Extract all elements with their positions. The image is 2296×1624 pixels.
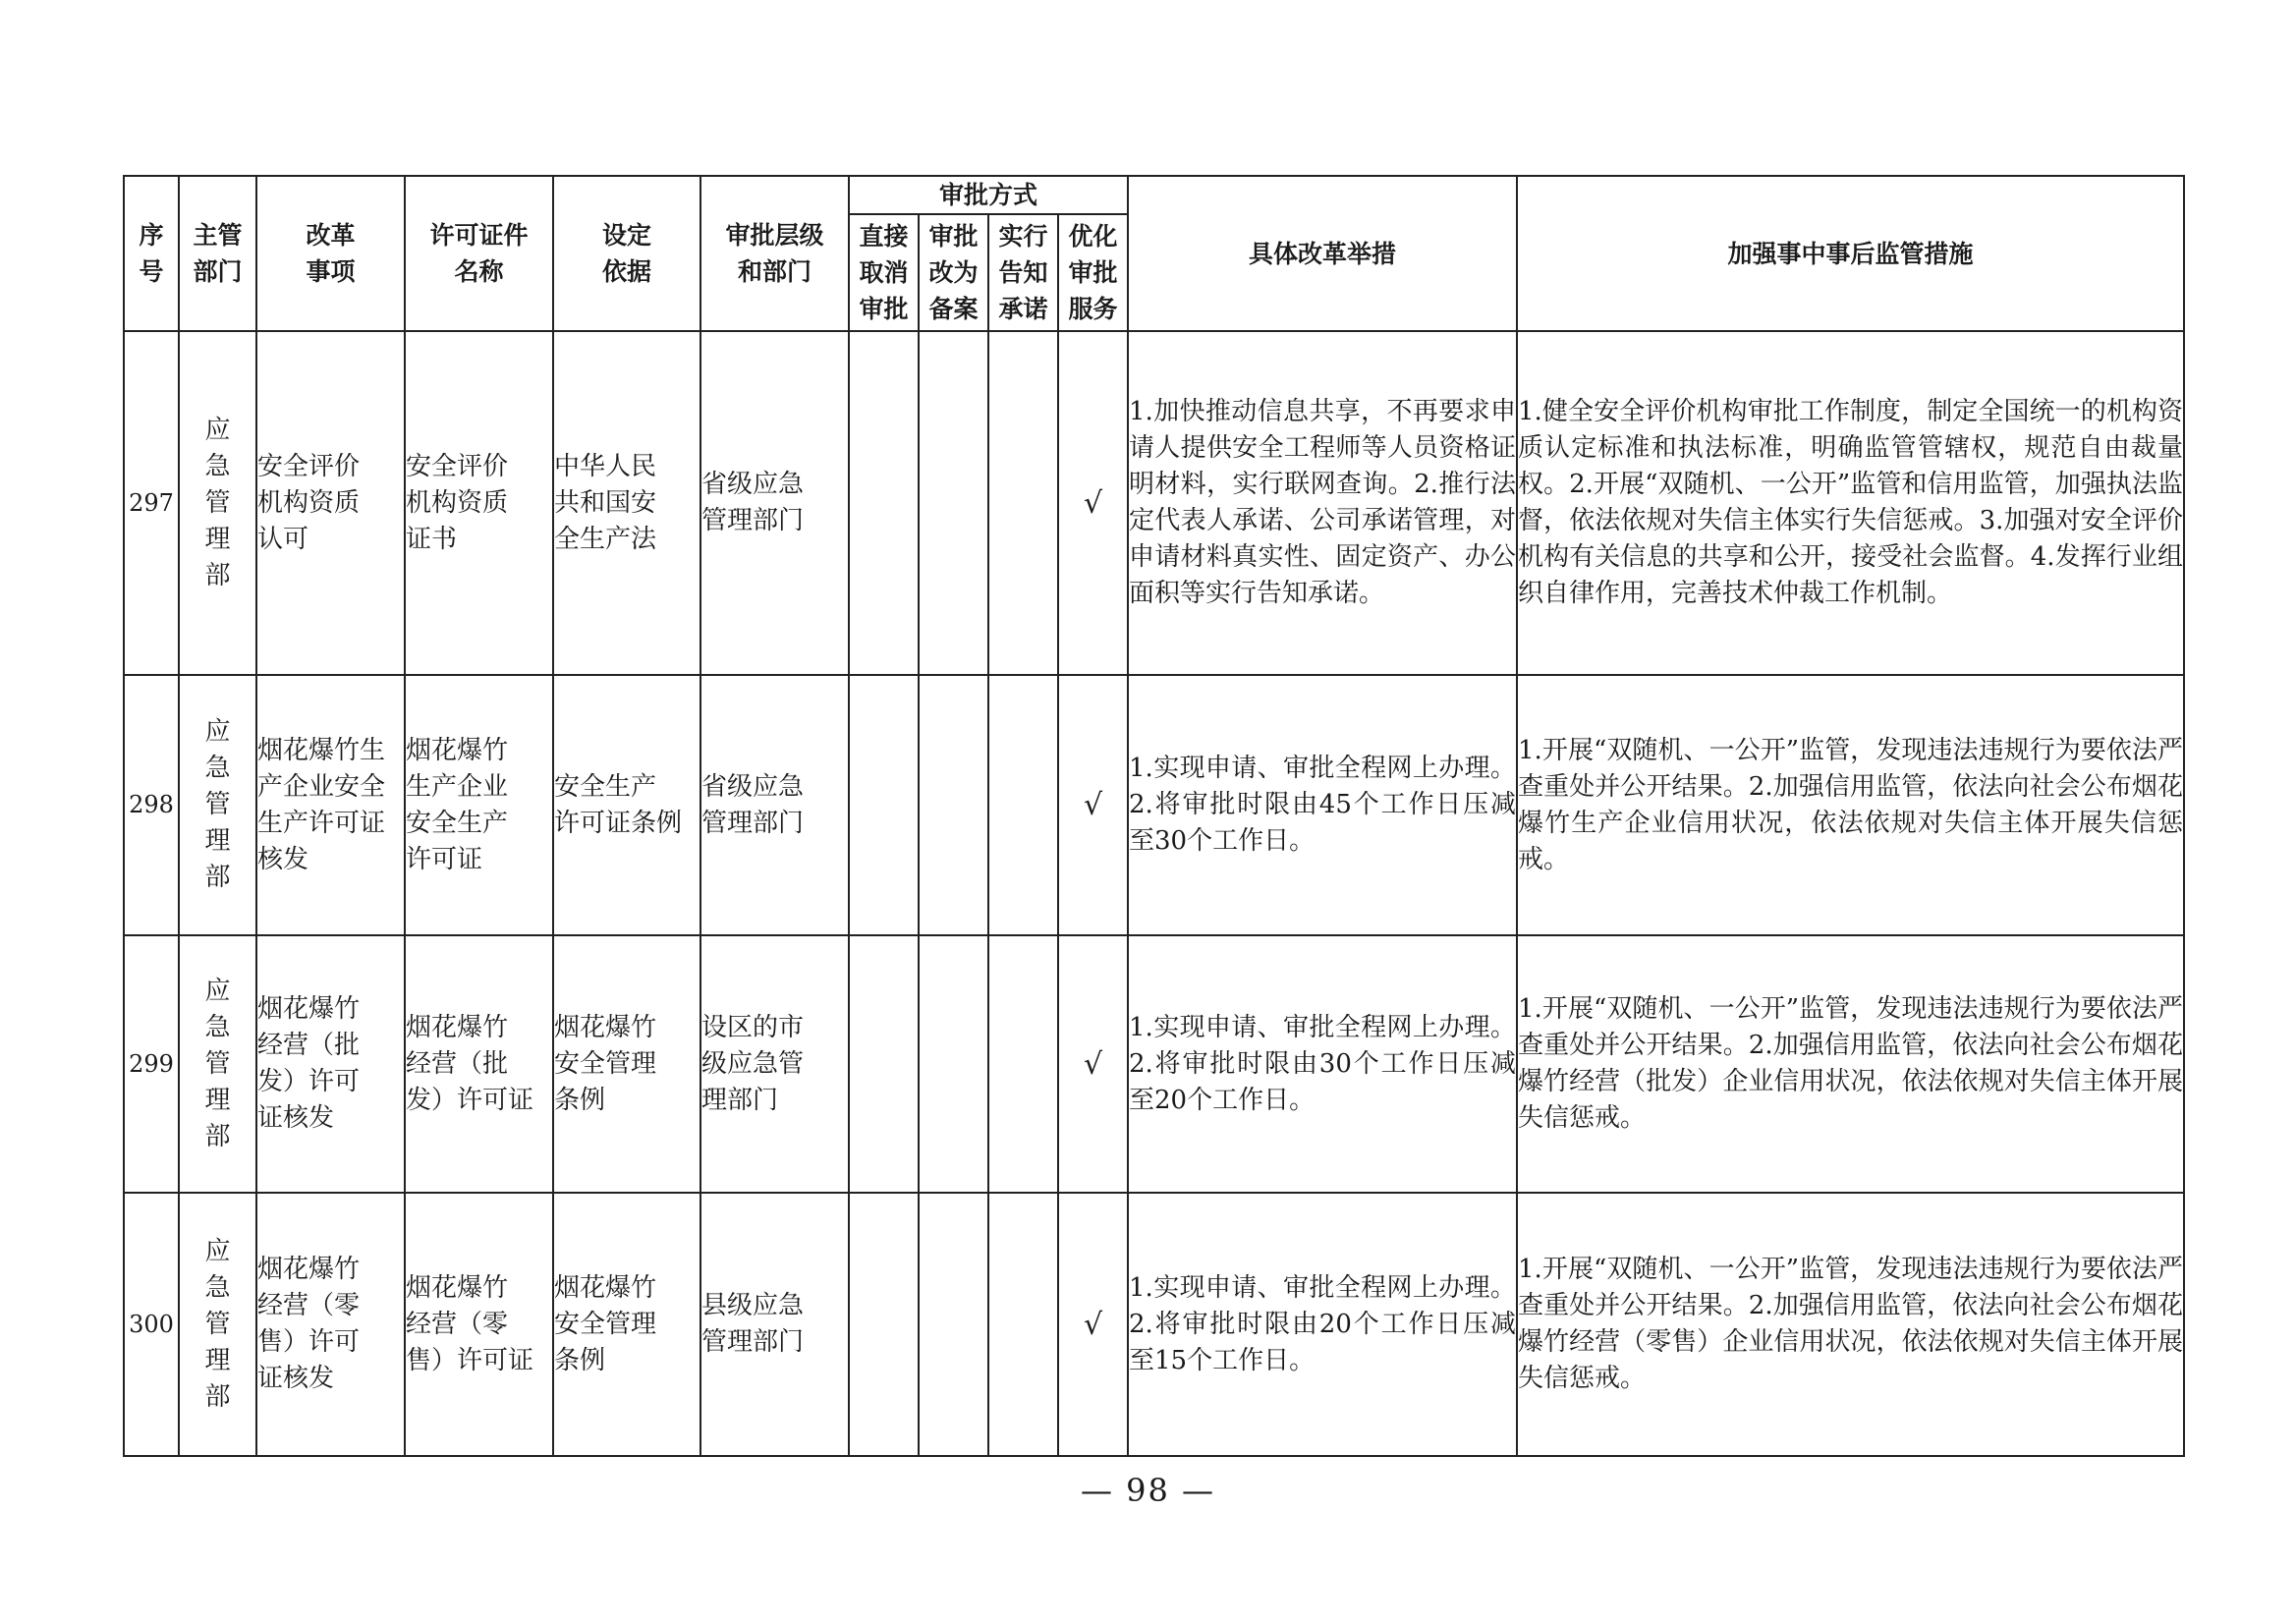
cell-supervision: 1.开展“双随机、一公开”监管，发现违法违规行为要依法严查重处并公开结果。2.加强信用监管，依法向社会公布烟花爆竹生产企业信用状况，依法依规对失信主体开展失信惩戒。 [1517, 675, 2184, 935]
cell-seq: 297 [124, 331, 179, 675]
cell-method-cancel [849, 1193, 919, 1456]
cell-supervision: 1.健全安全评价机构审批工作制度，制定全国统一的机构资质认定标准和执法标准，明确监管管辖权，规范自由裁量权。2.开展“双随机、一公开”监管和信用监管，加强执法监督，依法依规对失信主体实行失信惩戒。3.加强对安全评价机构有关信息的共享和公开，接受社会监督。4.发挥行业组织自律作用，完善技术仲裁工作机制。 [1517, 331, 2184, 675]
cell-supervision: 1.开展“双随机、一公开”监管，发现违法违规行为要依法严查重处并公开结果。2.加强信用监管，依法向社会公布烟花爆竹经营（批发）企业信用状况，依法依规对失信主体开展失信惩戒。 [1517, 935, 2184, 1193]
cell-measures: 1.加快推动信息共享，不再要求申请人提供安全工程师等人员资格证明材料，实行联网查询。2.推行法定代表人承诺、公司承诺管理，对申请材料真实性、固定资产、办公面积等实行告知承诺。 [1128, 331, 1517, 675]
table-row [124, 331, 2184, 675]
header-method-notify: 实行 告知 承诺 [988, 214, 1058, 331]
cell-license: 烟花爆竹 生产企业 安全生产 许可证 [405, 675, 553, 935]
cell-method-optimize-check: √ [1058, 1193, 1128, 1456]
header-supervision: 加强事中事后监管措施 [1517, 176, 2184, 331]
reform-table-container [123, 175, 2183, 1457]
cell-method-filing [919, 675, 988, 935]
table-row [124, 1193, 2184, 1456]
cell-method-filing [919, 935, 988, 1193]
cell-method-notify [988, 675, 1058, 935]
reform-table [123, 175, 2185, 1457]
cell-item: 安全评价 机构资质 认可 [256, 331, 405, 675]
cell-dept: 应 急 管 理 部 [179, 1193, 256, 1456]
cell-level: 省级应急 管理部门 [700, 675, 849, 935]
header-method-group: 审批方式 [849, 176, 1128, 214]
cell-item: 烟花爆竹 经营（零 售）许可 证核发 [256, 1193, 405, 1456]
header-row-top [124, 176, 2184, 214]
page-number: — 98 — [1080, 1472, 1216, 1509]
cell-measures: 1.实现申请、审批全程网上办理。2.将审批时限由20个工作日压减至15个工作日。 [1128, 1193, 1517, 1456]
cell-basis: 安全生产 许可证条例 [553, 675, 700, 935]
cell-method-optimize-check: √ [1058, 675, 1128, 935]
cell-basis: 烟花爆竹 安全管理 条例 [553, 1193, 700, 1456]
cell-dept: 应 急 管 理 部 [179, 935, 256, 1193]
cell-method-cancel [849, 935, 919, 1193]
cell-basis: 烟花爆竹 安全管理 条例 [553, 935, 700, 1193]
header-item: 改革 事项 [256, 176, 405, 331]
header-basis: 设定 依据 [553, 176, 700, 331]
cell-method-notify [988, 935, 1058, 1193]
table-row [124, 675, 2184, 935]
cell-level: 设区的市 级应急管 理部门 [700, 935, 849, 1193]
header-seq: 序 号 [124, 176, 179, 331]
cell-level: 县级应急 管理部门 [700, 1193, 849, 1456]
header-level: 审批层级 和部门 [700, 176, 849, 331]
cell-method-cancel [849, 675, 919, 935]
cell-dept: 应 急 管 理 部 [179, 675, 256, 935]
header-dept: 主管 部门 [179, 176, 256, 331]
cell-license: 安全评价 机构资质 证书 [405, 331, 553, 675]
cell-dept: 应 急 管 理 部 [179, 331, 256, 675]
header-license: 许可证件 名称 [405, 176, 553, 331]
cell-measures: 1.实现申请、审批全程网上办理。2.将审批时限由30个工作日压减至20个工作日。 [1128, 935, 1517, 1193]
cell-method-notify [988, 1193, 1058, 1456]
cell-method-optimize-check: √ [1058, 331, 1128, 675]
cell-method-filing [919, 331, 988, 675]
table-row [124, 935, 2184, 1193]
cell-license: 烟花爆竹 经营（批 发）许可证 [405, 935, 553, 1193]
cell-supervision: 1.开展“双随机、一公开”监管，发现违法违规行为要依法严查重处并公开结果。2.加强信用监管，依法向社会公布烟花爆竹经营（零售）企业信用状况，依法依规对失信主体开展失信惩戒。 [1517, 1193, 2184, 1456]
cell-method-filing [919, 1193, 988, 1456]
cell-method-optimize-check: √ [1058, 935, 1128, 1193]
cell-level: 省级应急 管理部门 [700, 331, 849, 675]
cell-method-notify [988, 331, 1058, 675]
cell-seq: 300 [124, 1193, 179, 1456]
header-method-cancel: 直接 取消 审批 [849, 214, 919, 331]
cell-measures: 1.实现申请、审批全程网上办理。2.将审批时限由45个工作日压减至30个工作日。 [1128, 675, 1517, 935]
cell-item: 烟花爆竹 经营（批 发）许可 证核发 [256, 935, 405, 1193]
cell-basis: 中华人民 共和国安 全生产法 [553, 331, 700, 675]
cell-seq: 299 [124, 935, 179, 1193]
cell-seq: 298 [124, 675, 179, 935]
header-method-filing: 审批 改为 备案 [919, 214, 988, 331]
cell-item: 烟花爆竹生 产企业安全 生产许可证 核发 [256, 675, 405, 935]
header-measures: 具体改革举措 [1128, 176, 1517, 331]
cell-license: 烟花爆竹 经营（零 售）许可证 [405, 1193, 553, 1456]
header-method-optimize: 优化 审批 服务 [1058, 214, 1128, 331]
cell-method-cancel [849, 331, 919, 675]
